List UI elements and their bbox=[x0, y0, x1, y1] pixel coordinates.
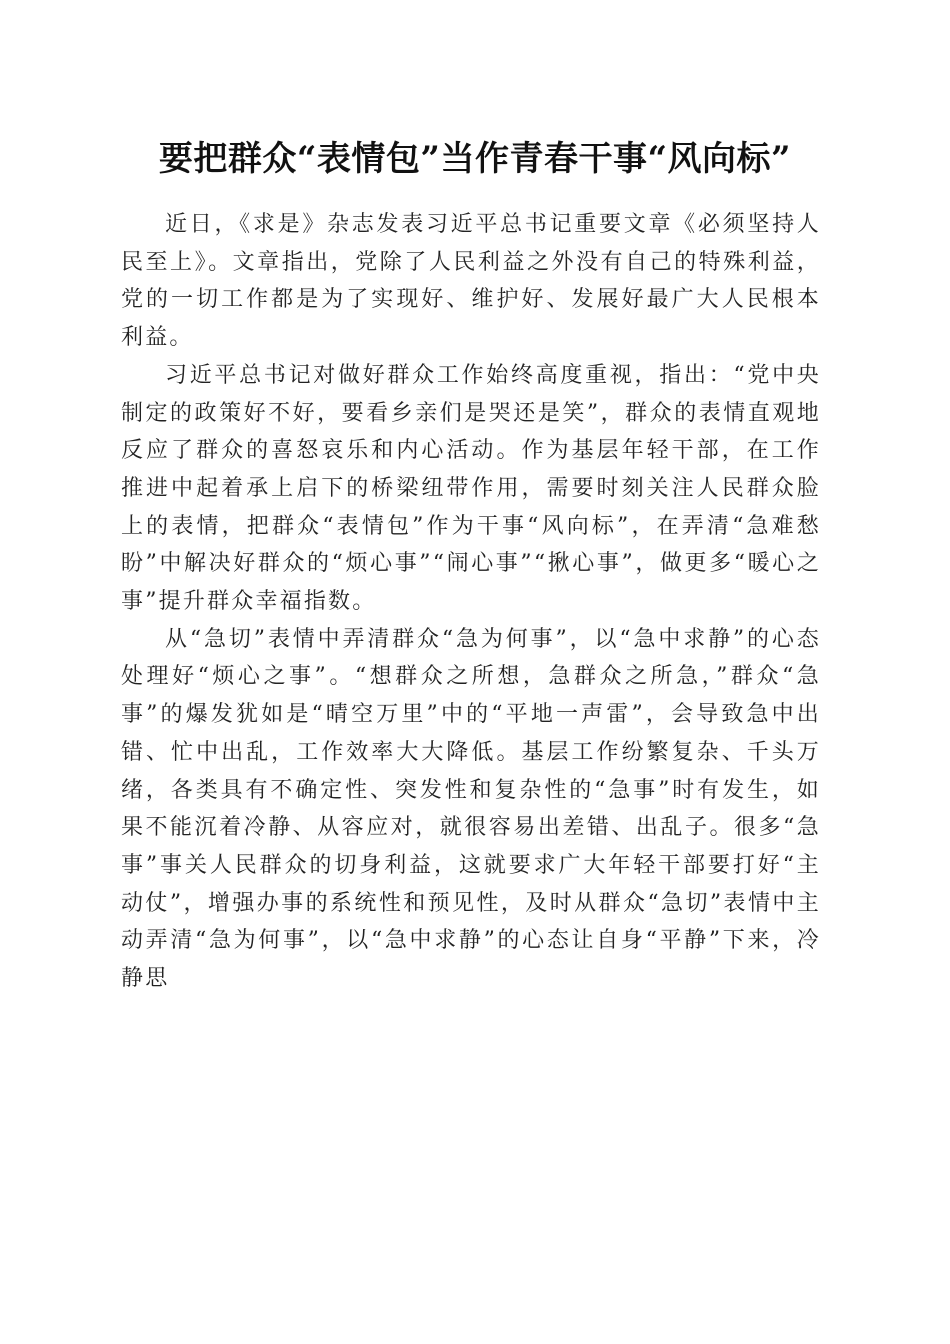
article-body bbox=[121, 206, 821, 998]
page-title: 要把群众“表情包”当作青春干事“风向标” bbox=[158, 139, 792, 179]
paragraph: 近日，《求是》杂志发表习近平总书记重要文章《必须坚持人民至上》。文章指出，党除了人民利益之外没有自己的特殊利益，党的一切工作都是为了实现好、维护好、发展好最广大人民根本利益。 bbox=[121, 212, 821, 351]
paragraph: 从“急切”表情中弄清群众“急为何事”，以“急中求静”的心态处理好“烦心之事”。“想群众之所想，急群众之所急，”群众“急事”的爆发犹如是“晴空万里”中的“平地一声雷”，会导致急中出错、忙中出乱，工作效率大大降低。基层工作纷繁复杂、千头万绪，各类具有不确定性、突发性和复杂性的“急事”时有发生，如果不能沉着冷静、从容应对，就很容易出差错、出乱子。很多“急事”事关人民群众的切身利益，这就要求广大年轻干部要打好“主动仗”，增强办事的系统性和预见性，及时从群众“急切”表情中主动弄清“急为何事”，以“急中求静”的心态让自身“平静”下来，冷静思 bbox=[121, 626, 821, 992]
paragraph: 习近平总书记对做好群众工作始终高度重视，指出：“党中央制定的政策好不好，要看乡亲们是哭还是笑”，群众的表情直观地反应了群众的喜怒哀乐和内心活动。作为基层年轻干部，在工作推进中起着承上启下的桥梁纽带作用，需要时刻关注人民群众脸上的表情，把群众“表情包”作为干事“风向标”，在弄清“急难愁盼”中解决好群众的“烦心事”“闹心事”“揪心事”，做更多“暖心之事”提升群众幸福指数。 bbox=[121, 362, 821, 615]
